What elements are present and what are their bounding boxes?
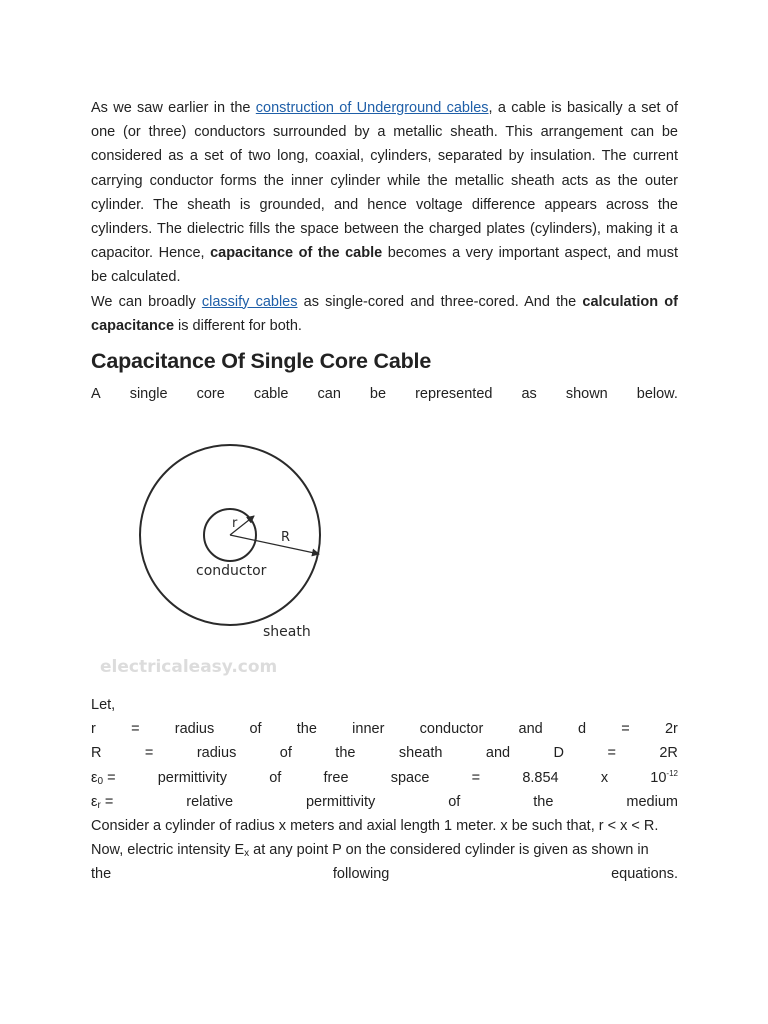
label-R: R [281, 530, 291, 545]
bold-phrase: capacitance of the cable [210, 245, 383, 262]
let-label: Let, [91, 697, 116, 713]
label-sheath: sheath [263, 624, 311, 640]
word: = [607, 745, 616, 762]
word: = [621, 721, 630, 738]
bold-phrase: calculation of capacitance [91, 293, 678, 334]
intro-text: becomes a very important aspect, and must be calculated. [91, 245, 678, 286]
definition-line-r [91, 717, 678, 741]
cable-cross-section-figure [91, 432, 391, 682]
word: x [600, 769, 609, 786]
following-equations-line [91, 862, 678, 886]
ten: 10 [650, 769, 667, 786]
text: Now, electric intensity E [91, 842, 245, 859]
classify-text: is different for both. [174, 317, 302, 334]
word: can [317, 386, 341, 403]
word: single [129, 386, 168, 403]
word: = [131, 721, 140, 738]
word: radius [174, 721, 215, 738]
word: = [144, 745, 154, 762]
intro-text: As we saw earlier in the [91, 100, 256, 116]
word: the [335, 745, 356, 762]
word: following [332, 866, 390, 883]
word: below. [636, 386, 678, 403]
word: = [107, 769, 116, 786]
electric-intensity-paragraph [91, 838, 678, 862]
radius-R-arrow [230, 535, 319, 554]
epsilon0-symbol [91, 766, 116, 790]
epsilon-char: ε [91, 769, 98, 786]
word: permittivity [157, 769, 228, 786]
word: represented [415, 386, 493, 403]
word: medium [626, 793, 678, 810]
word: = [471, 769, 481, 786]
word: and [518, 721, 543, 738]
word: D [553, 745, 565, 762]
word: of [249, 721, 262, 738]
subscript: r [97, 799, 101, 811]
underground-cables-link[interactable]: construction of Underground cables [255, 100, 489, 116]
definition-line-eps0 [91, 766, 678, 790]
word: R [91, 745, 102, 762]
classify-paragraph [91, 290, 678, 338]
word: core [196, 386, 225, 403]
word: radius [196, 745, 237, 762]
word: d [577, 721, 587, 738]
word: shown [565, 386, 608, 403]
definitions-block [91, 693, 678, 887]
text: at any point P on the considered cylinder is given as shown in [249, 842, 649, 859]
consider-paragraph: Consider a cylinder of radius x meters and axial length 1 meter. x be such that, r < x < R. [91, 818, 659, 835]
article-content [91, 96, 678, 406]
word: be [369, 386, 387, 403]
word: 8.854 [522, 769, 559, 786]
classify-text: as single-cored and three-cored. And the [297, 293, 583, 310]
label-r: r [232, 516, 238, 531]
word: = [104, 793, 114, 810]
word: conductor [419, 721, 484, 738]
word: relative [186, 793, 234, 810]
word: equations. [611, 866, 678, 883]
word: 2R [659, 745, 678, 762]
word: space [390, 769, 430, 786]
intro-paragraph [91, 96, 678, 290]
exponent: -12 [666, 768, 678, 778]
word: sheath [398, 745, 443, 762]
word: of [269, 769, 282, 786]
subscript: x [244, 848, 250, 860]
represented-line [91, 382, 678, 406]
word: of [448, 793, 461, 810]
word: permittivity [305, 793, 376, 810]
definition-line-R [91, 741, 678, 765]
epsilon-char: ε [91, 793, 98, 810]
word: as [521, 386, 537, 403]
word: of [279, 745, 292, 762]
classify-text: We can broadly [91, 293, 202, 310]
classify-cables-link[interactable]: classify cables [201, 293, 298, 310]
word: r [91, 721, 96, 738]
word: A [91, 386, 101, 403]
label-conductor: conductor [196, 563, 267, 579]
word: the [533, 793, 554, 810]
watermark: electricaleasy.com [100, 657, 278, 677]
intro-text: , a cable is basically a set of one (or three) conductors surrounded by a metallic sheath. This arrangement can be considered as a set of two long, coaxial, cylinders, separated by insulation. The current carrying conductor forms the inner cylinder while the metallic sheath acts as the outer cylinder. The sheath is grounded, and hence voltage difference appears across the cylinders. The dielectric fills the space between the charged plates (cylinders), making it a capacitor. Hence, [91, 100, 678, 262]
power-of-ten [650, 766, 678, 790]
section-heading: Capacitance Of Single Core Cable [91, 349, 432, 374]
word: inner [352, 721, 385, 738]
word: the [91, 866, 112, 883]
word: and [485, 745, 511, 762]
word: cable [253, 386, 289, 403]
subscript: 0 [97, 775, 104, 787]
word: the [296, 721, 317, 738]
epsilonr-symbol [91, 790, 113, 814]
definition-line-epsr [91, 790, 678, 814]
word: 2r [664, 721, 678, 738]
word: free [323, 769, 349, 786]
